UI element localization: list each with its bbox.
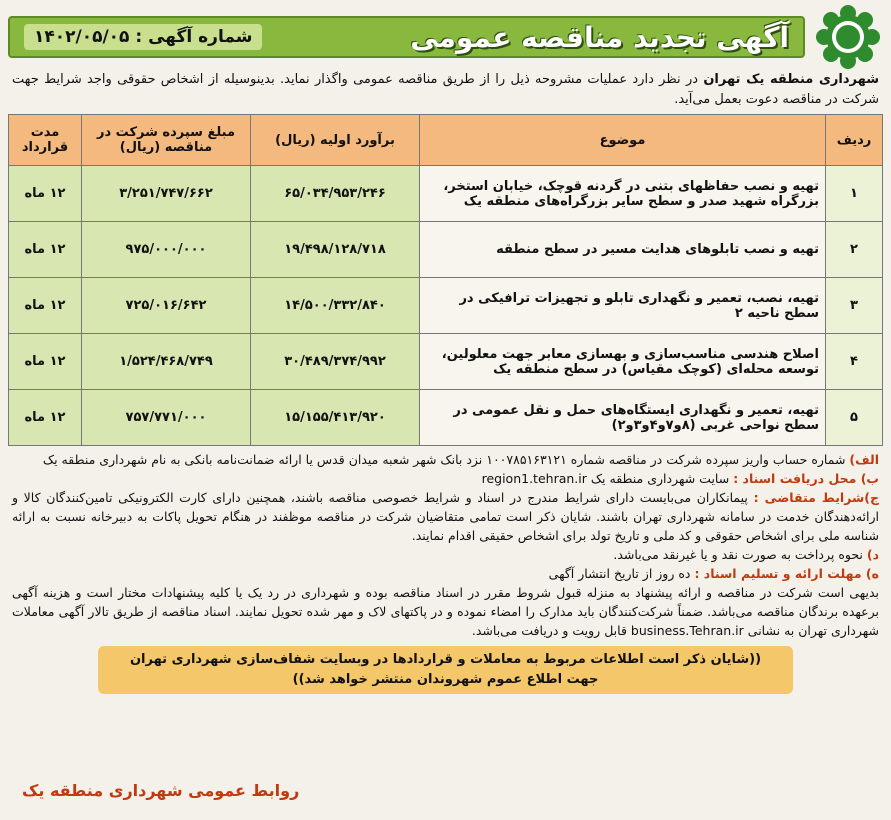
row-deposit: ۷۲۵/۰۱۶/۶۴۲ — [82, 278, 251, 334]
row-estimate: ۱۹/۴۹۸/۱۲۸/۷۱۸ — [251, 222, 420, 278]
section-c-label: ج)شرایط متقاضی : — [753, 490, 879, 505]
ad-number: شماره آگهی : ۱۴۰۲/۰۵/۰۵ — [24, 24, 262, 50]
section-d-text: نحوه پرداخت به صورت نقد و یا غیرنقد می‌باشد. — [613, 547, 863, 562]
section-e-text: ده روز از تاریخ انتشار آگهی — [548, 566, 691, 581]
table-row — [9, 278, 883, 334]
table-row — [9, 166, 883, 222]
table-row — [9, 222, 883, 278]
public-relations-signature: روابط عمومی شهرداری منطقه یک — [22, 781, 300, 800]
intro-text: در نظر دارد عملیات مشروحه ذیل را از طریق مناقصه عمومی واگذار نماید. بدینوسیله از اشخاص حقوقی واجد شرایط جهت شرکت در مناقصه دعوت بعمل می‌آید. — [12, 72, 879, 107]
row-deposit: ۳/۲۵۱/۷۴۷/۶۶۲ — [82, 166, 251, 222]
row-duration: ۱۲ ماه — [9, 166, 82, 222]
row-number: ۲ — [826, 222, 883, 278]
header-subject: موضوع — [420, 115, 826, 166]
row-estimate: ۳۰/۴۸۹/۳۷۴/۹۹۲ — [251, 334, 420, 390]
header-row-number: ردیف — [826, 115, 883, 166]
row-estimate: ۱۵/۱۵۵/۴۱۳/۹۲۰ — [251, 390, 420, 446]
section-c — [12, 488, 879, 545]
section-d-label: د) — [866, 547, 879, 562]
notice-title: آگهی تجدید مناقصه عمومی — [410, 20, 789, 54]
row-subject: تهیه، نصب، تعمیر و نگهداری تابلو و تجهیزات ترافیکی در سطح ناحیه ۲ — [420, 278, 826, 334]
row-subject: تهیه و نصب حفاظهای بتنی در گردنه قوچک، خیابان استخر، بزرگراه شهید صدر و سطح سایر بزرگراه‌های منطقه یک — [420, 166, 826, 222]
closing-paragraph: بدیهی است شرکت در مناقصه و ارائه پیشنهاد به منزله قبول شروط مقرر در اسناد مناقصه بوده و شهرداری در رد یک یا کلیه پیشنهادات مختار است و هزینه آگهی برعهده برندگان مناقصه می‌باشد. ضمناً شرکت‌کنندگان باید مدارک را امضاء نموده و در پاکتهای لاک و مهر شده تحویل نمایند. اسناد مناقصه از طریق تالار آگهی معاملات شهرداری تهران به نشانی business.Tehran.ir قابل رویت و دریافت می‌باشد. — [12, 585, 879, 638]
title-banner — [8, 16, 805, 58]
row-duration: ۱۲ ماه — [9, 334, 82, 390]
row-deposit: ۹۷۵/۰۰۰/۰۰۰ — [82, 222, 251, 278]
notice-line-1: ((شایان ذکر است اطلاعات مربوط به معاملات و قراردادها در وبسایت شفاف‌سازی شهرداری تهران — [129, 652, 762, 667]
row-duration: ۱۲ ماه — [9, 390, 82, 446]
section-b-text: سایت شهرداری منطقه یک region1.tehran.ir — [481, 471, 730, 486]
organization-name: شهرداری منطقه یک تهران — [703, 72, 879, 87]
tender-table — [8, 114, 883, 446]
row-number: ۵ — [826, 390, 883, 446]
row-number: ۱ — [826, 166, 883, 222]
section-a-label: الف) — [849, 452, 879, 467]
row-subject: تهیه و نصب تابلوهای هدایت مسیر در سطح منطقه — [420, 222, 826, 278]
row-deposit: ۱/۵۲۴/۴۶۸/۷۴۹ — [82, 334, 251, 390]
table-header-row — [9, 115, 883, 166]
section-b-label: ب) محل دریافت اسناد : — [733, 471, 879, 486]
intro-paragraph — [12, 70, 879, 110]
header-duration: مدت قرارداد — [9, 115, 82, 166]
section-a-text: شماره حساب واریز سپرده شرکت در مناقصه شماره ۱۰۰۷۸۵۱۶۳۱۲۱ نزد بانک شهر شعبه میدان قدس یا ارائه ضمانت‌نامه بانکی به نام شهرداری منطقه یک — [42, 452, 846, 467]
table-row — [9, 390, 883, 446]
row-deposit: ۷۵۷/۷۷۱/۰۰۰ — [82, 390, 251, 446]
section-c-text: پیمانکاران می‌بایست دارای شرایط مندرج در اسناد و شرایط خصوصی مناقصه باشند، همچنین دارای کارت الکترونیکی تامین‌کنندگان کالا و ارائه‌دهندگان خدمت در سامانه شهرداری تهران باشند. شایان ذکر است تمامی متقاضیان شرکت در مناقصه موظفند در هنگام تحویل پاکات به دبیرخانه نسبت به ارائه شناسه ملی برای اشخاص حقوقی و کد ملی و تاریخ تولد برای اشخاص حقیقی اقدام نمایند. — [12, 490, 879, 543]
row-number: ۴ — [826, 334, 883, 390]
header-estimate: برآورد اولیه (ریال) — [251, 115, 420, 166]
section-e — [12, 564, 879, 583]
notice-line-2: جهت اطلاع عموم شهروندان منتشر خواهد شد)) — [292, 672, 599, 687]
section-b — [12, 469, 879, 488]
notice-header — [8, 6, 883, 68]
transparency-notice — [98, 646, 793, 694]
header-deposit: مبلغ سپرده شرکت در مناقصه (ریال) — [82, 115, 251, 166]
section-a — [12, 450, 879, 469]
row-estimate: ۱۴/۵۰۰/۳۳۲/۸۴۰ — [251, 278, 420, 334]
row-duration: ۱۲ ماه — [9, 222, 82, 278]
row-subject: اصلاح هندسی مناسب‌سازی و بهسازی معابر جهت معلولین، توسعه محله‌ای (کوچک مقیاس) در سطح منطقه یک — [420, 334, 826, 390]
row-number: ۳ — [826, 278, 883, 334]
tehran-municipality-emblem-icon — [813, 2, 883, 72]
section-e-label: ه) مهلت ارائه و تسلیم اسناد : — [694, 566, 879, 581]
table-row — [9, 334, 883, 390]
row-subject: تهیه، تعمیر و نگهداری ایستگاه‌های حمل و نقل عمومی در سطح نواحی غربی (۸و۷و۴و۳و۲) — [420, 390, 826, 446]
section-d — [12, 545, 879, 564]
row-estimate: ۶۵/۰۳۴/۹۵۳/۲۴۶ — [251, 166, 420, 222]
row-duration: ۱۲ ماه — [9, 278, 82, 334]
